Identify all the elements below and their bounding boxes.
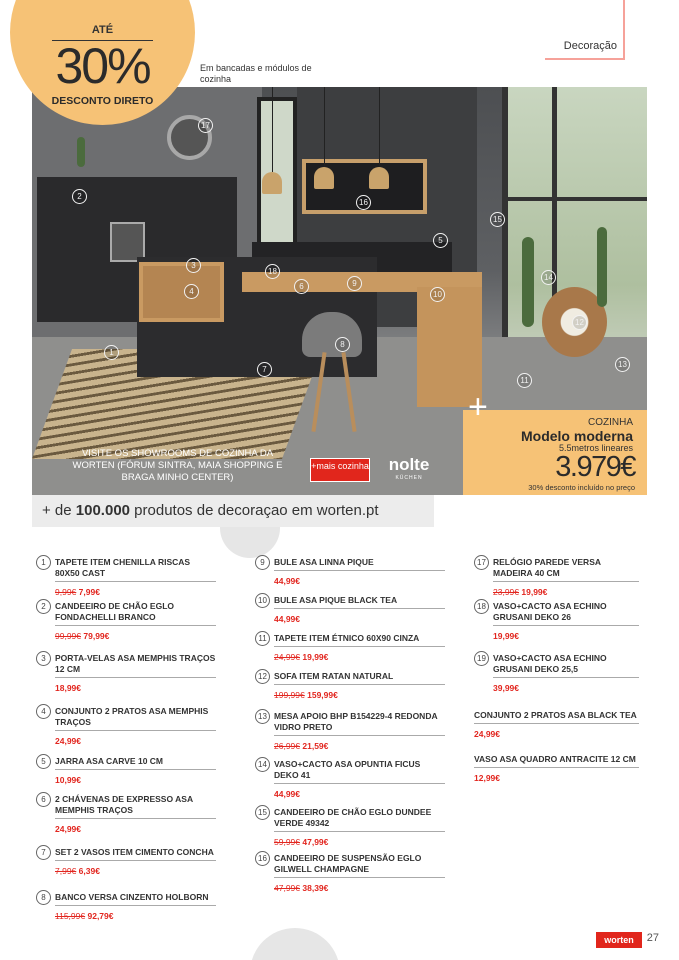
product-prices [55, 731, 216, 747]
callout-18: 18 [265, 264, 280, 279]
product-prices [274, 878, 445, 894]
promo-percent: 30% [55, 38, 150, 94]
product-price: 47,99€ [302, 837, 329, 847]
product-prices [274, 609, 445, 625]
product-prices [274, 736, 445, 752]
product-old-price: 199,99€ [274, 690, 305, 700]
callout-16: 16 [356, 195, 371, 210]
pendant-lamp [262, 172, 282, 194]
product-number: 9 [255, 555, 270, 570]
product-price: 7,99€ [78, 587, 100, 597]
product-prices [274, 571, 445, 587]
product-price: 6,39€ [78, 866, 100, 876]
nolte-logo-text: nolte [388, 455, 430, 474]
callout-11: 11 [517, 373, 532, 388]
product-column-2 [255, 555, 445, 891]
product-number: 1 [36, 555, 51, 570]
product-prices [55, 861, 216, 877]
product-price: 79,99€ [83, 631, 110, 641]
product-item [474, 555, 639, 599]
product-prices [274, 647, 445, 663]
plus-icon: + [468, 388, 488, 426]
product-old-price: 24,99€ [274, 652, 300, 662]
product-number: 14 [255, 757, 270, 772]
product-name: TAPETE ITEM ÉTNICO 60X90 CINZA [274, 633, 420, 643]
product-name: VASO+CACTO ASA OPUNTIA FICUS DEKO 41 [274, 759, 421, 780]
price-model: Modelo moderna [520, 428, 633, 444]
product-column-3 [474, 555, 639, 792]
callout-9: 9 [347, 276, 362, 291]
product-number: 13 [255, 709, 270, 724]
product-price: 19,99€ [302, 652, 329, 662]
product-item [255, 709, 445, 757]
product-item [255, 805, 445, 851]
product-name: BULE ASA PIQUE BLACK TEA [274, 595, 398, 605]
product-number: 4 [36, 704, 51, 719]
product-item [36, 555, 216, 599]
product-name: MESA APOIO BHP B154229-4 REDONDA VIDRO PRETO [274, 711, 438, 732]
product-item [255, 757, 445, 805]
promo-up-to: ATÉ [91, 24, 114, 36]
price-value: 3.979€ [555, 451, 635, 483]
product-price: 44,99€ [274, 576, 300, 586]
product-old-price: 115,99€ [55, 911, 86, 921]
product-price: 39,99€ [493, 683, 519, 693]
page-number: 27 [646, 932, 659, 944]
callout-7: 7 [257, 362, 272, 377]
product-name: CANDEEIRO DE SUSPENSÃO EGLO GILWELL CHAMPAGNE [274, 853, 422, 874]
promo-badge [10, 0, 195, 125]
decorative-circle-bottom [250, 928, 340, 960]
product-price: 19,99€ [493, 631, 519, 641]
product-price: 21,59€ [302, 741, 329, 751]
product-name: CONJUNTO 2 PRATOS ASA BLACK TEA [474, 710, 637, 720]
product-name: 2 CHÁVENAS DE EXPRESSO ASA MEMPHIS TRAÇOS [55, 794, 193, 815]
product-prices [274, 832, 445, 848]
product-number: 18 [474, 599, 489, 614]
product-name: VASO+CACTO ASA ECHINO GRUSANI DEKO 25,5 [493, 653, 607, 674]
product-prices [474, 724, 639, 740]
product-number: 8 [36, 890, 51, 905]
callout-8: 8 [335, 337, 350, 352]
product-item [36, 651, 216, 704]
callout-1: 1 [104, 345, 119, 360]
showroom-text: VISITE OS SHOWROOMS DE COZINHA DA WORTEN (FÓRUM SINTRA, MAIA SHOPPING E BRAGA MINHO CENTER) [72, 448, 283, 483]
product-old-price: 9,99€ [55, 587, 77, 597]
promo-note: Em bancadas e módulos de cozinha [200, 63, 312, 84]
product-name: SET 2 VASOS ITEM CIMENTO CONCHA [55, 847, 214, 857]
product-name: BULE ASA LINNA PIQUE [274, 557, 374, 567]
product-name: BANCO VERSA CINZENTO HOLBORN [55, 892, 209, 902]
product-price: 18,99€ [55, 683, 81, 693]
product-number: 3 [36, 651, 51, 666]
banner-prefix: + de [42, 502, 76, 519]
callout-6: 6 [294, 279, 309, 294]
product-price: 24,99€ [55, 824, 81, 834]
product-old-price: 23,99€ [493, 587, 519, 597]
product-price: 12,99€ [474, 773, 500, 783]
product-price: 24,99€ [55, 736, 81, 746]
product-number: 16 [255, 851, 270, 866]
product-name: VASO ASA QUADRO ANTRACITE 12 CM [474, 754, 636, 764]
product-item [474, 599, 639, 651]
product-price: 38,39€ [302, 883, 329, 893]
callout-13: 13 [615, 357, 630, 372]
product-name: CANDEEIRO DE CHÃO EGLO FONDACHELLI BRANCO [55, 601, 175, 622]
callout-5: 5 [433, 233, 448, 248]
product-prices [493, 678, 639, 694]
product-item [36, 704, 216, 754]
product-number: 17 [474, 555, 489, 570]
bar-stool [302, 312, 362, 357]
worten-logo: worten [596, 932, 642, 948]
product-item [474, 752, 639, 792]
product-item [255, 631, 445, 669]
product-old-price: 7,99€ [55, 866, 77, 876]
price-box [463, 410, 647, 495]
product-prices [274, 784, 445, 800]
callout-14: 14 [541, 270, 556, 285]
oven [110, 222, 145, 262]
product-price: 159,99€ [307, 690, 338, 700]
product-prices [55, 626, 216, 642]
product-number: 15 [255, 805, 270, 820]
section-vertical-line [623, 0, 625, 60]
product-number: 19 [474, 651, 489, 666]
callout-2: 2 [72, 189, 87, 204]
promo-subtitle: DESCONTO DIRETO [51, 95, 154, 107]
products-banner [32, 495, 434, 527]
product-name: SOFA ITEM RATAN NATURAL [274, 671, 394, 681]
banner-highlight: 100.000 [75, 502, 131, 519]
product-price: 24,99€ [474, 729, 500, 739]
product-name: PORTA-VELAS ASA MEMPHIS TRAÇOS 12 CM [55, 653, 216, 674]
product-prices [55, 582, 216, 598]
product-name: VASO+CACTO ASA ECHINO GRUSANI DEKO 26 [493, 601, 607, 622]
product-item [255, 555, 445, 593]
product-number: 6 [36, 792, 51, 807]
nolte-logo-sub: KÜCHEN [395, 475, 423, 481]
product-prices [55, 770, 216, 786]
product-prices [474, 768, 639, 784]
product-item [255, 669, 445, 709]
callout-17: 17 [198, 118, 213, 133]
product-item [255, 593, 445, 631]
product-number: 7 [36, 845, 51, 860]
product-prices [274, 685, 445, 701]
product-old-price: 59,99€ [274, 837, 300, 847]
product-prices [55, 678, 216, 694]
product-number: 5 [36, 754, 51, 769]
price-size: 5.5metros lineares [558, 443, 633, 453]
callout-15: 15 [490, 212, 505, 227]
pendant-lamp [314, 167, 334, 189]
product-number: 2 [36, 599, 51, 614]
nolte-logo [380, 455, 438, 485]
product-name: TAPETE ITEM CHENILLA RISCAS 80X50 CAST [55, 557, 191, 578]
product-prices [493, 582, 639, 598]
product-number: 10 [255, 593, 270, 608]
product-item [36, 599, 216, 651]
price-label: COZINHA [588, 417, 633, 428]
callout-3: 3 [186, 258, 201, 273]
product-prices [493, 626, 639, 642]
product-old-price: 47,99€ [274, 883, 300, 893]
product-price: 19,99€ [521, 587, 548, 597]
pendant-lamp [369, 167, 389, 189]
banner-suffix: produtos de decoraçao em worten.pt [130, 502, 379, 519]
product-item [474, 708, 639, 752]
product-name: CONJUNTO 2 PRATOS ASA MEMPHIS TRAÇOS [55, 706, 209, 727]
product-item [36, 890, 216, 930]
product-prices [55, 819, 216, 835]
product-name: RELÓGIO PAREDE VERSA MADEIRA 40 CM [493, 557, 601, 578]
product-price: 44,99€ [274, 789, 300, 799]
product-old-price: 26,99€ [274, 741, 300, 751]
section-underline [545, 58, 623, 60]
mais-cozinha-logo: +mais cozinha [310, 458, 370, 482]
product-item [36, 845, 216, 890]
product-item [255, 851, 445, 891]
callout-12: 12 [572, 315, 587, 330]
callout-10: 10 [430, 287, 445, 302]
product-item [36, 792, 216, 845]
product-number: 12 [255, 669, 270, 684]
product-old-price: 99,99€ [55, 631, 81, 641]
product-column-1 [36, 555, 216, 930]
product-item [474, 651, 639, 708]
price-footnote: 30% desconto incluído no preço [528, 483, 635, 492]
section-label: Decoração [563, 40, 617, 52]
product-price: 44,99€ [274, 614, 300, 624]
product-prices [55, 906, 216, 922]
product-item [36, 754, 216, 792]
product-name: JARRA ASA CARVE 10 CM [55, 756, 164, 766]
callout-4: 4 [184, 284, 199, 299]
product-name: CANDEEIRO DE CHÃO EGLO DUNDEE VERDE 49342 [274, 807, 432, 828]
product-number: 11 [255, 631, 270, 646]
product-price: 92,79€ [87, 911, 114, 921]
product-price: 10,99€ [55, 775, 81, 785]
